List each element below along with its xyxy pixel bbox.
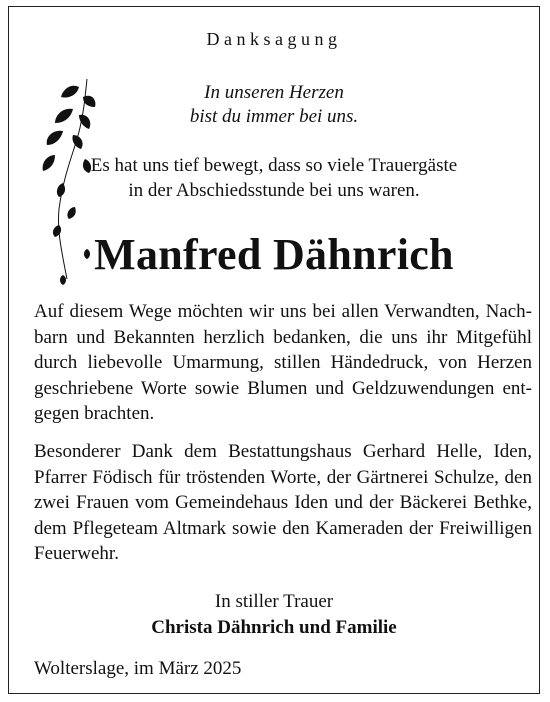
family-signature: Christa Dähnrich und Familie bbox=[151, 617, 397, 638]
intro-text bbox=[9, 153, 539, 203]
place-date: Wolterslage, im März 2025 bbox=[34, 658, 242, 679]
deceased-name: Manfred Dähnrich bbox=[94, 230, 454, 279]
thanks-paragraph-2: Besonderer Dank dem Bestattungshaus Gerhard Helle, Iden, Pfarrer Födisch für tröstenden Worte, der Gärtnerei Schulze, den zwei Frauen vom Gemeindehaus Iden und der Bäckerei Bethke, dem Pflegeteam Altmark sowie den Kameraden der Freiwilligen Feuerwehr. bbox=[34, 441, 532, 564]
closing-line: In stiller Trauer bbox=[214, 591, 334, 612]
intro-line-2: in der Abschiedsstunde bei uns waren. bbox=[128, 180, 420, 201]
thanks-paragraph-1: Auf diesem Wege möchten wir uns bei allen Verwandten, Nachbarn und Bekannten herzlich bedanken, die uns ihr Mitgefühl durch liebevolle Umarmung, stillen Händedruck, von Herzen geschriebene Worte sowie Blumen und Geldzuwendungen entgegen brachten. bbox=[34, 301, 532, 424]
poem-line-1: In unseren Herzen bbox=[204, 82, 344, 103]
closing-block bbox=[9, 589, 539, 641]
poem bbox=[9, 81, 539, 129]
notice-heading: Danksagung bbox=[206, 29, 342, 49]
poem-line-2: bist du immer bei uns. bbox=[189, 106, 359, 127]
intro-line-1: Es hat uns tief bewegt, dass so viele Trauergäste bbox=[90, 155, 458, 176]
obituary-notice bbox=[8, 6, 540, 694]
